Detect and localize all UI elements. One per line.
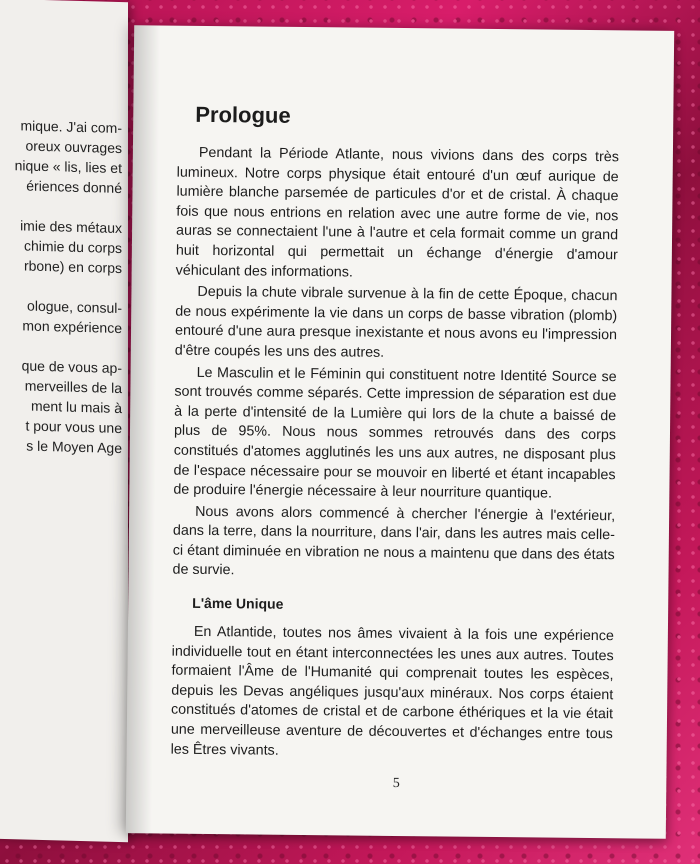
left-page-line: ériences donné [26, 177, 122, 197]
left-page-line: merveilles de la [24, 377, 122, 397]
page-content [171, 102, 620, 767]
left-page-line: que de vous ap- [21, 357, 122, 377]
section-heading: L'âme Unique [192, 594, 284, 612]
left-page-line: nique « lis, lies et [14, 157, 122, 177]
left-page-line: t pour vous une [25, 417, 122, 437]
left-page-line: ologue, consul- [27, 297, 122, 317]
left-page-line: mon expérience [22, 317, 122, 337]
left-page-line: mique. J'ai com- [20, 117, 122, 137]
paragraph: Pendant la Période Atlante, nous vivions dans des corps très lumineux. Notre corps physique était entouré d'un œuf aurique de lumière blanche parsemée de particules d'or et de cristal. À chaque fois que nous entrions en relation avec une autre forme de vie, nos auras se connectaient l'une à l'autre et cela formait comme un grand huit horizontal qui permettait un échange d'énergie d'amour véhiculant des informations. [175, 144, 619, 281]
paragraph: En Atlantide, toutes nos âmes vivaient à la fois une expérience individuelle tout en étant interconnectées les unes aux autres. Toutes formaient l'Âme de l'Humanité qui comprenait toutes les espèces, depuis les Devas angéliques jusqu'aux minéraux. Nos corps étaient constitués d'atomes de cristal et de carbone éthériques et la vie était une merveilleuse aventure de découvertes et d'échanges entre tous les Êtres vivants. [170, 623, 614, 759]
paragraph: Depuis la chute vibrale survenue à la fin de cette Époque, chacun de nous expérimente la vie dans un corps de basse vibration (plomb) entouré d'une aura presque inexistante et nous avons eu l'impression d'être coupés les uns des autres. [174, 284, 618, 361]
left-page-line: imie des métaux [20, 217, 122, 237]
paragraph: Nous avons alors commencé à chercher l'énergie à l'extérieur, dans la terre, dans la nourriture, dans l'air, dans les autres mais celle-ci étant diminuée en vibration ne nous a maintenu que dans des états de survie. [172, 503, 616, 579]
paragraph: Le Masculin et le Féminin qui constituent notre Identité Source se sont trouvés comme séparés. Cette impression de séparation est due à la perte d'intensité de la Lumière qui lors de la chute a baissé de plus de 95%. Nous nous sommes retrouvés dans des corps constitués d'atomes agglutinés les uns aux autres, ne disposant plus de l'espace nécessaire pour se mouvoir en liberté et étant incapables de produire l'énergie nécessaire à leur nourriture quantique. [173, 364, 617, 502]
left-page-line: ment lu mais à [30, 397, 122, 417]
book-page [126, 25, 674, 839]
left-page-line: s le Moyen Age [26, 437, 122, 457]
chapter-title: Prologue [195, 101, 291, 128]
left-page-line: chimie du corps [23, 237, 122, 257]
left-page [0, 0, 128, 842]
page-number: 5 [392, 775, 400, 792]
left-page-line: rbone) en corps [23, 257, 122, 277]
left-page-line: oreux ouvrages [25, 137, 122, 157]
